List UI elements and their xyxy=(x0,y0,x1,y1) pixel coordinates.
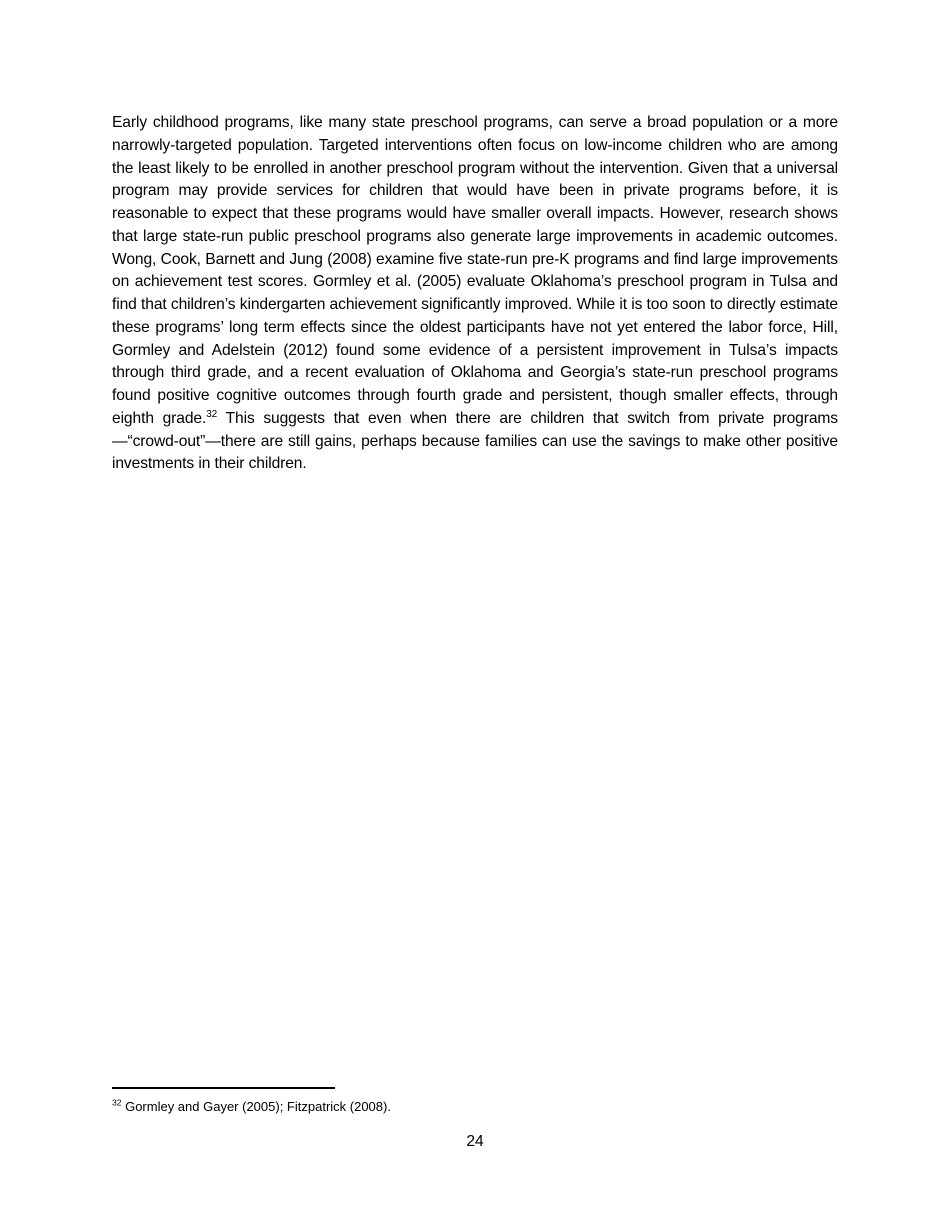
footnote xyxy=(112,1098,838,1116)
footnote-separator xyxy=(112,1087,335,1089)
footnote-text: Gormley and Gayer (2005); Fitzpatrick (2008). xyxy=(121,1099,391,1114)
paragraph-text-part2: This suggests that even when there are children that switch from private programs—“crowd-out”—there are still gains, perhaps because families can use the savings to make other positive investments in their children. xyxy=(112,409,838,473)
body-paragraph xyxy=(112,112,838,476)
paragraph-text-part1: Early childhood programs, like many state preschool programs, can serve a broad population or a more narrowly-targeted population. Targeted interventions often focus on low-income children who are among the least likely to be enrolled in another preschool program without the intervention. Given that a universal program may provide services for children that would have been in private programs before, it is reasonable to expect that these programs would have smaller overall impacts. However, research shows that large state-run public preschool programs also generate large improvements in academic outcomes. Wong, Cook, Barnett and Jung (2008) examine five state-run pre-K programs and find large improvements on achievement test scores. Gormley et al. (2005) evaluate Oklahoma’s preschool program in Tulsa and find that children’s kindergarten achievement significantly improved. While it is too soon to directly estimate these programs’ long term effects since the oldest participants have not yet entered the labor force, Hill, Gormley and Adelstein (2012) found some evidence of a persistent improvement in Tulsa’s impacts through third grade, and a recent evaluation of Oklahoma and Georgia’s state-run preschool programs found positive cognitive outcomes through fourth grade and persistent, though smaller effects, through eighth grade. xyxy=(112,114,838,427)
footnote-marker: 32 xyxy=(112,1097,122,1108)
footnote-reference[interactable]: 32 xyxy=(206,408,218,420)
page-number: 24 xyxy=(466,1133,484,1150)
